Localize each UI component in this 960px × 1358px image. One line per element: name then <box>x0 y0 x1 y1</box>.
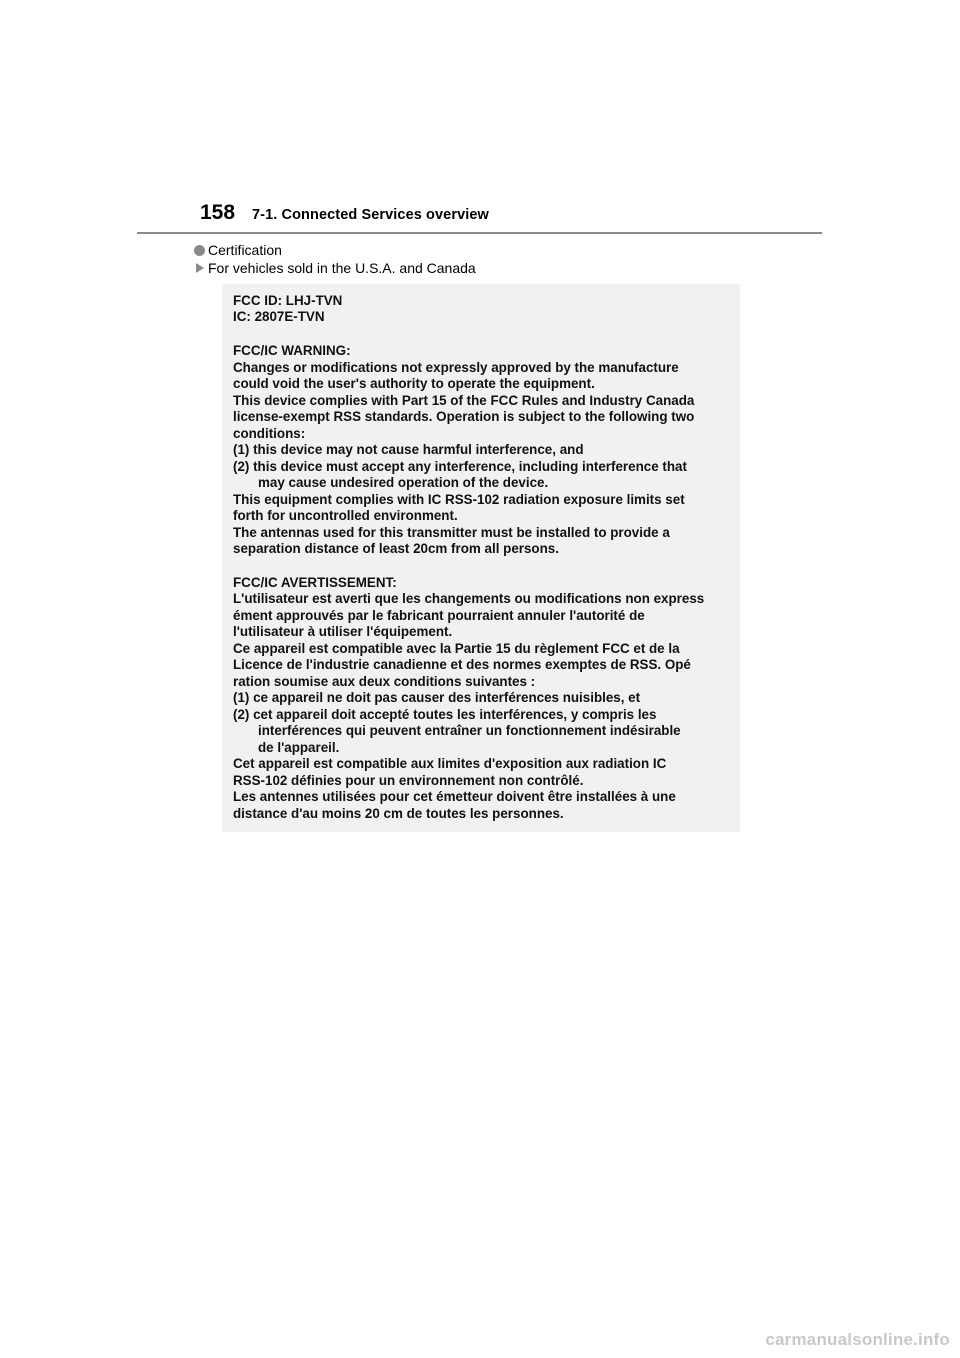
cert-line: license-exempt RSS standards. Operation is subject to the following two <box>233 409 695 424</box>
certification-label-image <box>222 284 740 832</box>
cert-line: conditions: <box>233 426 306 441</box>
cert-line: IC: 2807E-TVN <box>233 309 325 324</box>
cert-line: separation distance of least 20cm from all persons. <box>233 541 559 556</box>
cert-line: (2) this device must accept any interference, including interference that <box>233 459 687 474</box>
cert-line: Licence de l'industrie canadienne et des normes exemptes de RSS. Opé <box>233 657 691 672</box>
cert-line: ration soumise aux deux conditions suivantes : <box>233 674 536 689</box>
cert-line: This device complies with Part 15 of the FCC Rules and Industry Canada <box>233 393 695 408</box>
header-divider <box>137 232 822 234</box>
cert-line: Ce appareil est compatible avec la Partie 15 du règlement FCC et de la <box>233 641 680 656</box>
circle-bullet-icon <box>194 245 205 256</box>
region-subheading <box>196 261 476 275</box>
cert-line: FCC/IC AVERTISSEMENT: <box>233 575 397 590</box>
cert-line: (1) ce appareil ne doit pas causer des interférences nuisibles, et <box>233 690 641 705</box>
cert-line: l'utilisateur à utiliser l'équipement. <box>233 624 453 639</box>
cert-line: interférences qui peuvent entraîner un fonctionnement indésirable <box>258 723 681 738</box>
cert-line: FCC ID: LHJ-TVN <box>233 293 343 308</box>
triangle-bullet-icon <box>196 263 204 273</box>
certification-heading-text: Certification <box>208 242 282 258</box>
page-number: 158 <box>200 201 236 224</box>
site-watermark: carmanualsonline.info <box>765 1330 950 1349</box>
cert-line: Les antennes utilisées pour cet émetteur doivent être installées à une <box>233 789 676 804</box>
section-title: 7-1. Connected Services overview <box>252 207 489 223</box>
cert-line: Changes or modifications not expressly approved by the manufacture <box>233 360 679 375</box>
cert-line: may cause undesired operation of the device. <box>258 475 549 490</box>
cert-line: ément approuvés par le fabricant pourraient annuler l'autorité de <box>233 608 645 623</box>
certification-heading <box>194 243 282 257</box>
cert-line: The antennas used for this transmitter must be installed to provide a <box>233 525 670 540</box>
cert-line: forth for uncontrolled environment. <box>233 508 458 523</box>
cert-line: could void the user's authority to operate the equipment. <box>233 376 595 391</box>
cert-line: Cet appareil est compatible aux limites d'exposition aux radiation IC <box>233 756 667 771</box>
cert-line: This equipment complies with IC RSS-102 radiation exposure limits set <box>233 492 685 507</box>
cert-line: RSS-102 définies pour un environnement non contrôlé. <box>233 773 584 788</box>
cert-line: distance d'au moins 20 cm de toutes les personnes. <box>233 806 564 821</box>
cert-line: de l'appareil. <box>258 740 340 755</box>
region-subheading-text: For vehicles sold in the U.S.A. and Canada <box>208 260 476 276</box>
cert-line: (1) this device may not cause harmful interference, and <box>233 442 584 457</box>
cert-line: L'utilisateur est averti que les changements ou modifications non express <box>233 591 705 606</box>
cert-line: FCC/IC WARNING: <box>233 343 351 358</box>
cert-line: (2) cet appareil doit accepté toutes les interférences, y compris les <box>233 707 657 722</box>
